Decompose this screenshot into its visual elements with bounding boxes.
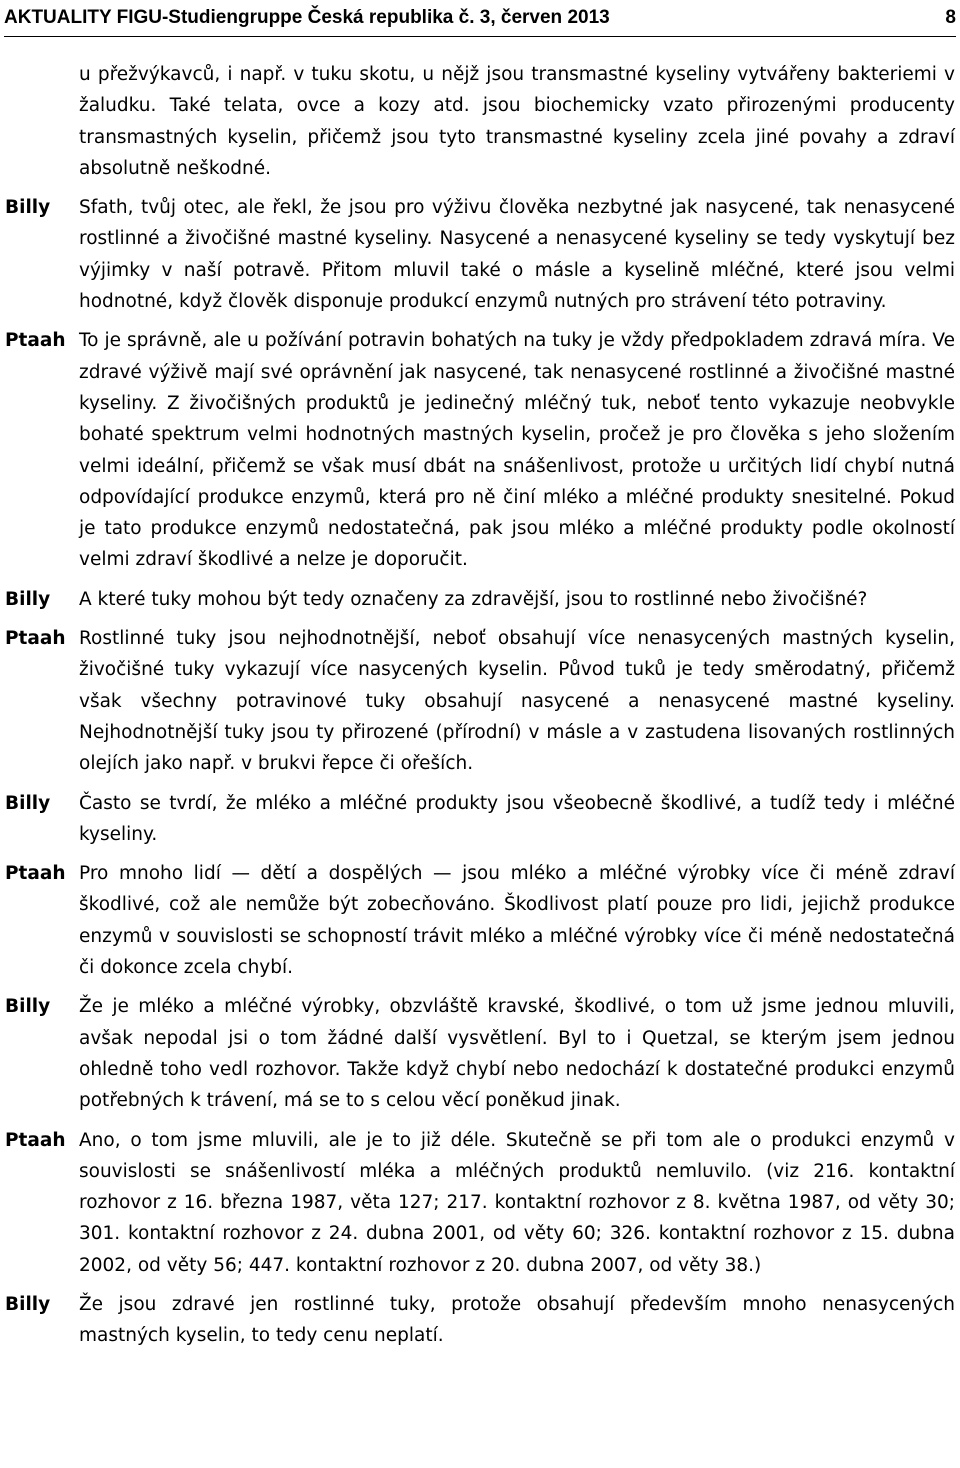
- dialogue-block: [0, 192, 960, 317]
- speaker-label: Ptaah: [5, 330, 66, 352]
- speaker-label: Billy: [5, 588, 51, 610]
- speech-text: u přežvýkavců, i např. v tuku skotu, u nějž jsou transmastné kyseliny vytvářeny bakteriemi v žaludku. Také telata, ovce a kozy atd. jsou biochemicky vzato přirozenými producenty transmastných kyselin, přičemž jsou tyto transmastné kyseliny zcela jiné povahy a zdraví absolutně neškodné.: [79, 64, 955, 179]
- dialogue-block: [0, 59, 960, 184]
- speaker-label: Ptaah: [5, 863, 66, 885]
- speaker-label: Billy: [5, 792, 51, 814]
- dialogue-block: [0, 788, 960, 851]
- speech-text: Že je mléko a mléčné výrobky, obzvláště kravské, škodlivé, o tom už jsme jednou mluvili, avšak nepodal jsi o tom žádné další vysvětlení. Byl to i Quetzal, se kterým jsem jednou ohledně toho vedl rozhovor. Takže když chybí nebo nedochází k dostatečné produkci enzymů potřebných k trávení, má se to s celou věcí poněkud jinak.: [79, 996, 955, 1112]
- speech-text: Sfath, tvůj otec, ale řekl, že jsou pro výživu člověka nezbytné jak nasycené, tak nenasycené rostlinné a živočišné mastné kyseliny. Nasycené a nenasycené kyseliny se tedy vyskytují bez výjimky v naší potravě. Přitom mluvil také o másle a kyselině mléčné, které jsou velmi hodnotné, když člověk disponuje produkcí enzymů nutných pro strávení této potraviny.: [79, 197, 955, 313]
- speech-text: Rostlinné tuky jsou nejhodnotnější, neboť obsahují více nenasycených mastných kyselin, živočišné tuky vykazují více nasycených kyselin. Původ tuků je tedy směrodatný, přičemž však všechny potravinové tuky obsahují nasycené a nenasycené mastné kyseliny. Nejhodnotnější tuky jsou ty přirozené (přírodní) v másle a v zastudena lisovaných rostlinných olejích jako např. v brukvi řepce či ořeších.: [79, 628, 955, 775]
- speaker-label: Billy: [5, 197, 51, 219]
- speech-text: Pro mnoho lidí — dětí a dospělých — jsou mléko a mléčné výrobky více či méně zdraví škodlivé, což ale nemůže být zobecňováno. Škodlivost platí pouze pro lidi, jejichž produkce enzymů v souvislosti se schopností trávit mléko a mléčné výrobky více či méně nedostatečná či dokonce zcela chybí.: [79, 863, 955, 979]
- dialogue-block: [0, 623, 960, 779]
- dialogue-block: [0, 1289, 960, 1352]
- page-number: 8: [945, 7, 956, 28]
- speaker-label: Ptaah: [5, 628, 66, 650]
- dialogue-block: [0, 325, 960, 575]
- dialogue-block: [0, 1125, 960, 1281]
- speaker-label: Billy: [5, 1293, 51, 1315]
- dialogue-block: [0, 858, 960, 983]
- speaker-label: Ptaah: [5, 1129, 66, 1151]
- speech-text: Často se tvrdí, že mléko a mléčné produkty jsou všeobecně škodlivé, a tudíž tedy i mléčné kyseliny.: [79, 792, 955, 845]
- dialogue-block: [0, 584, 960, 615]
- speech-text: Že jsou zdravé jen rostlinné tuky, protože obsahují především mnoho nenasycených mastných kyselin, to tedy cenu neplatí.: [79, 1293, 955, 1347]
- header-title: AKTUALITY FIGU-Studiengruppe Česká republika č. 3, červen 2013: [4, 7, 610, 28]
- page-header: [4, 2, 956, 37]
- speech-text: A které tuky mohou být tedy označeny za zdravější, jsou to rostlinné nebo živočišné?: [79, 588, 868, 610]
- speech-text: Ano, o tom jsme mluvili, ale je to již déle. Skutečně se při tom ale o produkci enzymů v souvislosti se snášenlivostí mléka a mléčných produktů nemluvilo. (viz 216. kontaktní rozhovor z 16. března 1987, věta 127; 217. kontaktní rozhovor z 8. května 1987, od věty 30; 301. kontaktní rozhovor z 24. dubna 2001, od věty 60; 326. kontaktní rozhovor z 15. dubna 2002, od věty 56; 447. kontaktní rozhovor z 20. dubna 2007, od věty 38.): [79, 1129, 955, 1276]
- dialogue-block: [0, 991, 960, 1116]
- dialogue-content: [0, 59, 960, 1352]
- speech-text: To je správně, ale u požívání potravin bohatých na tuky je vždy předpokladem zdravá míra. Ve zdravé výživě mají své oprávnění jak nasycené, tak nenasycené rostlinné a živočišné mastné kyseliny. Z živočišných produktů je jedinečný mléčný tuk, neboť tento vykazuje neobvykle bohaté spektrum velmi hodnotných mastných kyselin, pročež je pro člověka s jeho složením velmi ideální, přičemž se však musí dbát na snášenlivost, protože u určitých lidí chybí nutná odpovídající produkce enzymů, která pro ně činí mléko a mléčné produkty snesitelné. Pokud je tato produkce enzymů nedostatečná, pak jsou mléko a mléčné produkty podle okolností velmi zdraví škodlivé a nelze je doporučit.: [79, 330, 955, 571]
- speaker-label: Billy: [5, 996, 51, 1018]
